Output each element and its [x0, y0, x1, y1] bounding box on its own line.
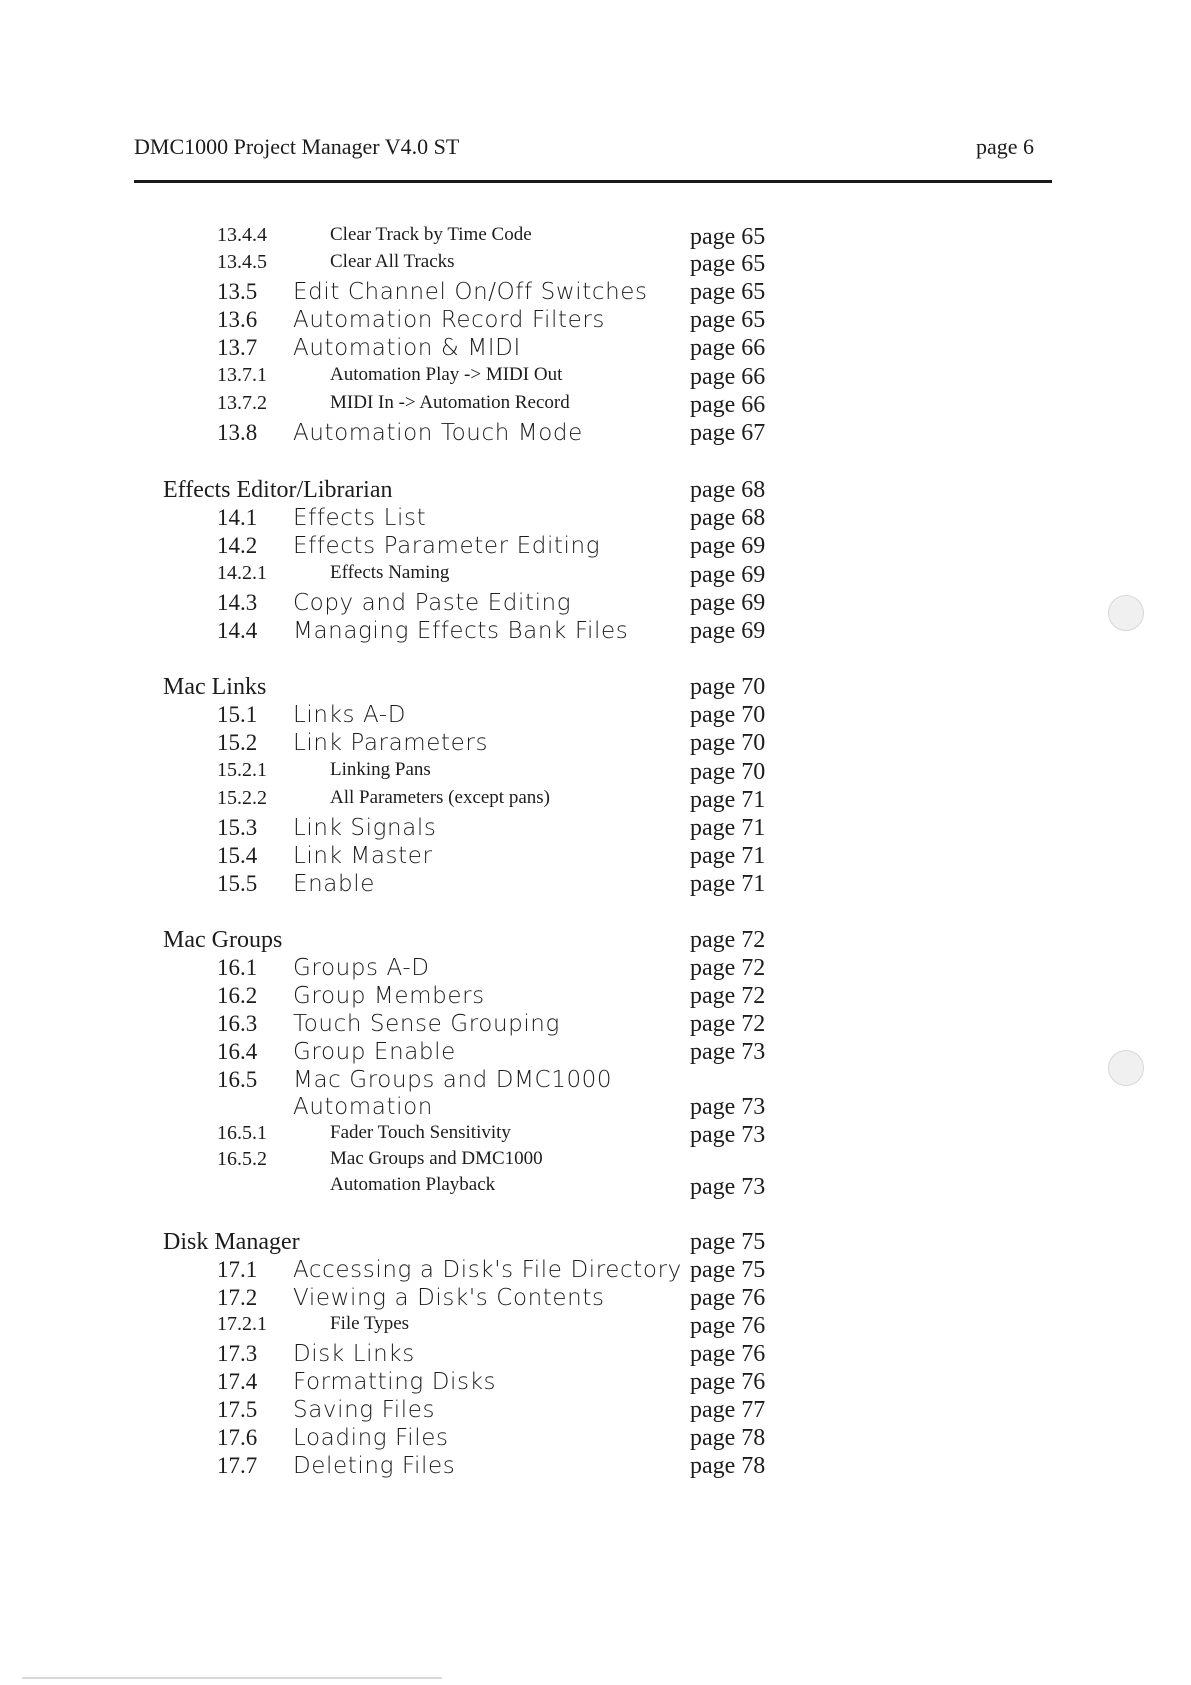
toc-entry-title: Linking Pans: [330, 759, 431, 780]
toc-entry-page: page 71: [690, 871, 766, 897]
toc-entry-number: 15.2: [217, 730, 258, 755]
toc-entry-page: page 76: [690, 1369, 766, 1395]
toc-entry-number: 14.2: [217, 533, 258, 558]
toc-entry-title: Automation: [293, 1094, 433, 1120]
toc-entry-title: Saving Files: [293, 1397, 436, 1423]
toc-entry-title: Clear All Tracks: [330, 251, 455, 272]
toc-entry-number: 16.5.2: [217, 1148, 267, 1170]
toc-entry-number: 13.7.1: [217, 364, 267, 386]
toc-entry-page: page 69: [690, 590, 766, 616]
toc-entry-title: Automation Play -> MIDI Out: [330, 364, 563, 385]
toc-entry-title: Mac Groups and DMC1000: [330, 1148, 543, 1169]
toc-entry-page: page 71: [690, 815, 766, 841]
toc-entry-page: page 71: [690, 843, 766, 869]
toc-entry-number: 13.7.2: [217, 392, 267, 414]
toc-entry-page: page 72: [690, 1011, 766, 1037]
toc-entry-number: 17.5: [217, 1397, 258, 1422]
toc-entry-number: 15.2.1: [217, 759, 267, 781]
toc-entry-number: 15.1: [217, 702, 258, 727]
toc-entry-title: Loading Files: [293, 1425, 449, 1451]
toc-entry-page: page 73: [690, 1094, 766, 1120]
toc-entry-title: Automation Playback: [330, 1174, 496, 1195]
toc-entry-title: Enable: [293, 871, 375, 897]
toc-entry-page: page 72: [690, 927, 766, 953]
toc-entry-page: page 68: [690, 477, 766, 503]
toc-entry-page: page 65: [690, 279, 766, 305]
toc-entry-number: 16.5.1: [217, 1122, 267, 1144]
toc-entry-page: page 78: [690, 1425, 766, 1451]
toc-entry-title: Edit Channel On/Off Switches: [293, 279, 648, 305]
toc-entry-page: page 75: [690, 1257, 766, 1283]
toc-entry-title: Clear Track by Time Code: [330, 224, 532, 245]
page-number: page 6: [975, 134, 1034, 159]
toc-entry-page: page 70: [690, 674, 766, 700]
toc-entry-page: page 72: [690, 983, 766, 1009]
toc-entry-number: 13.8: [217, 420, 258, 445]
toc-entry-title: Groups A-D: [293, 955, 430, 981]
toc-entry-number: 16.4: [217, 1039, 258, 1064]
toc-entry-page: page 66: [690, 335, 766, 361]
toc-entry-title: Link Parameters: [293, 730, 489, 756]
scan-edge-line: [22, 1677, 442, 1679]
toc-entry-number: 17.4: [217, 1369, 258, 1394]
toc-entry-number: 14.4: [217, 618, 258, 643]
toc-entry-number: 16.2: [217, 983, 258, 1008]
toc-entry-title: Links A-D: [293, 702, 407, 728]
toc-entry-number: 16.1: [217, 955, 258, 980]
toc-entry-title: All Parameters (except pans): [330, 787, 550, 808]
toc-entry-page: page 66: [690, 364, 766, 390]
toc-entry-title: Group Enable: [293, 1039, 456, 1065]
toc-entry-page: page 78: [690, 1453, 766, 1479]
toc-entry-number: 13.6: [217, 307, 258, 332]
toc-entry-title: Touch Sense Grouping: [293, 1011, 560, 1037]
toc-entry-number: 14.1: [217, 505, 258, 530]
page-header: [134, 134, 1034, 166]
toc-entry-title: Link Signals: [293, 815, 437, 841]
binder-hole: [1108, 595, 1144, 631]
toc-entry-title: Fader Touch Sensitivity: [330, 1122, 511, 1143]
toc-entry-page: page 76: [690, 1285, 766, 1311]
toc-entry-number: 15.2.2: [217, 787, 267, 809]
toc-entry-title: Managing Effects Bank Files: [293, 618, 629, 644]
toc-entry-page: page 71: [690, 787, 766, 813]
toc-entry-title: Effects Parameter Editing: [293, 533, 601, 559]
header-rule: [134, 180, 1052, 183]
toc-entry-number: 14.2.1: [217, 562, 267, 584]
document-title: DMC1000 Project Manager V4.0 ST: [134, 134, 460, 159]
toc-entry-number: 13.4.5: [217, 251, 267, 273]
toc-entry-title: Effects Naming: [330, 562, 450, 583]
toc-entry-page: page 73: [690, 1174, 766, 1200]
toc-entry-page: page 76: [690, 1313, 766, 1339]
toc-entry-title: Mac Groups and DMC1000: [293, 1067, 613, 1093]
toc-entry-title: Link Master: [293, 843, 433, 869]
toc-entry-page: page 73: [690, 1122, 766, 1148]
toc-entry-page: page 67: [690, 420, 766, 446]
toc-entry-title: Effects Editor/Librarian: [163, 477, 393, 503]
toc-entry-title: Automation Touch Mode: [293, 420, 583, 446]
binder-hole: [1108, 1050, 1144, 1086]
toc-entry-title: Disk Manager: [163, 1229, 300, 1255]
toc-entry-page: page 77: [690, 1397, 766, 1423]
toc-entry-title: Group Members: [293, 983, 485, 1009]
toc-entry-page: page 70: [690, 730, 766, 756]
toc-entry-title: Disk Links: [293, 1341, 415, 1367]
toc-entry-title: Copy and Paste Editing: [293, 590, 572, 616]
toc-entry-number: 15.5: [217, 871, 258, 896]
toc-entry-number: 15.3: [217, 815, 258, 840]
toc-entry-title: Viewing a Disk's Contents: [293, 1285, 605, 1311]
toc-entry-page: page 65: [690, 224, 766, 250]
toc-entry-page: page 65: [690, 307, 766, 333]
toc-entry-number: 17.7: [217, 1453, 258, 1478]
toc-entry-number: 13.4.4: [217, 224, 267, 246]
toc-entry-page: page 70: [690, 759, 766, 785]
toc-entry-page: page 73: [690, 1039, 766, 1065]
toc-entry-title: File Types: [330, 1313, 410, 1334]
toc-entry-title: Mac Links: [163, 674, 267, 700]
toc-entry-number: 14.3: [217, 590, 258, 615]
toc-entry-title: MIDI In -> Automation Record: [330, 392, 570, 413]
toc-entry-number: 16.3: [217, 1011, 258, 1036]
toc-entry-number: 16.5: [217, 1067, 258, 1092]
toc-entry-title: Effects List: [293, 505, 427, 531]
toc-entry-title: Accessing a Disk's File Directory: [293, 1257, 682, 1283]
toc-entry-page: page 65: [690, 251, 766, 277]
toc-entry-number: 17.3: [217, 1341, 258, 1366]
toc-entry-page: page 66: [690, 392, 766, 418]
toc-entry-title: Automation Record Filters: [293, 307, 605, 333]
toc-entry-number: 13.5: [217, 279, 258, 304]
toc-entry-number: 17.6: [217, 1425, 258, 1450]
toc-entry-page: page 69: [690, 533, 766, 559]
toc-entry-title: Deleting Files: [293, 1453, 456, 1479]
toc-entry-number: 13.7: [217, 335, 258, 360]
toc-entry-title: Formatting Disks: [293, 1369, 497, 1395]
toc-entry-title: Automation & MIDI: [293, 335, 521, 361]
toc-entry-page: page 70: [690, 702, 766, 728]
toc-entry-page: page 72: [690, 955, 766, 981]
toc-entry-page: page 69: [690, 618, 766, 644]
toc-entry-number: 17.1: [217, 1257, 258, 1282]
toc-entry-page: page 69: [690, 562, 766, 588]
toc-entry-page: page 68: [690, 505, 766, 531]
toc-entry-page: page 76: [690, 1341, 766, 1367]
toc-entry-number: 17.2: [217, 1285, 258, 1310]
toc-entry-number: 17.2.1: [217, 1313, 267, 1335]
toc-entry-number: 15.4: [217, 843, 258, 868]
toc-entry-title: Mac Groups: [163, 927, 283, 953]
toc-entry-page: page 75: [690, 1229, 766, 1255]
